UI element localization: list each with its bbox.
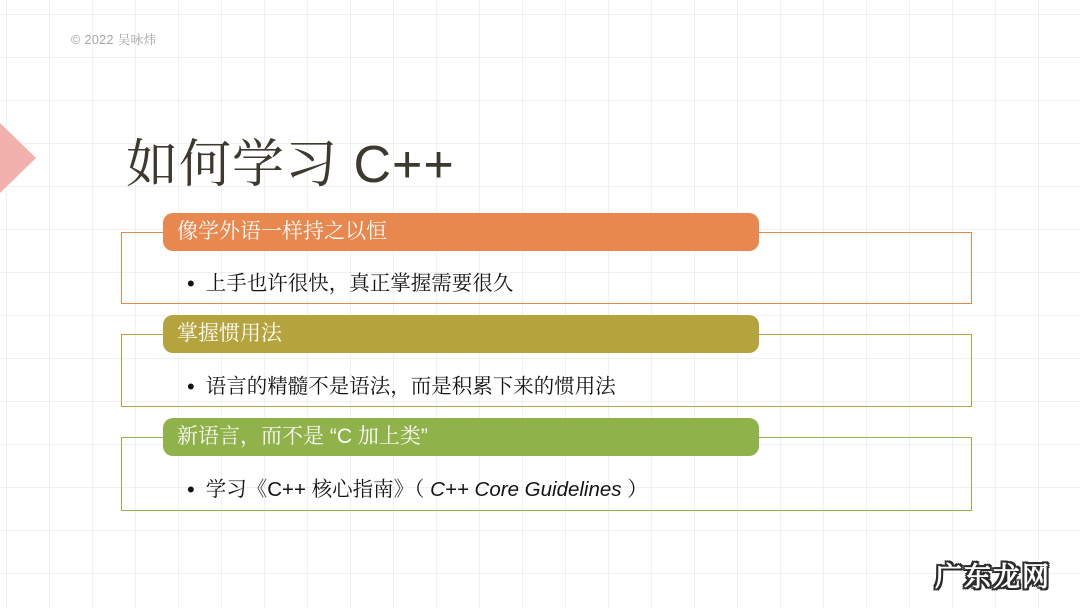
bullet-marker: •: [187, 271, 195, 296]
bullet-text: 学习《C++ 核心指南》（: [205, 478, 431, 501]
bullet-marker: •: [187, 374, 195, 399]
bullet-item: [187, 369, 616, 400]
section-header-label: 像学外语一样持之以恒: [177, 220, 387, 243]
slide-title: 如何学习 C++: [126, 136, 455, 194]
copyright-notice: © 2022 吴咏炜: [71, 33, 157, 47]
section-header-label: 掌握惯用法: [177, 322, 282, 345]
bullet-text: 语言的精髓不是语法，而是积累下来的惯用法: [205, 375, 616, 398]
bullet-text: 上手也许很快，真正掌握需要很久: [205, 272, 514, 295]
section-header-label: 新语言，而不是 “C 加上类”: [177, 425, 428, 448]
bullet-text-italic: C++ Core Guidelines: [430, 478, 622, 501]
bullet-marker: •: [187, 477, 195, 502]
bullet-item: [187, 266, 513, 297]
bullet-text-suffix: ）: [621, 478, 648, 501]
accent-triangle-icon: [0, 123, 36, 193]
section-header-bar: [163, 315, 759, 353]
section-header-bar: [163, 418, 759, 456]
site-watermark: 广东龙网: [935, 562, 1051, 592]
section-header-bar: [163, 213, 759, 251]
bullet-item: [187, 472, 648, 503]
